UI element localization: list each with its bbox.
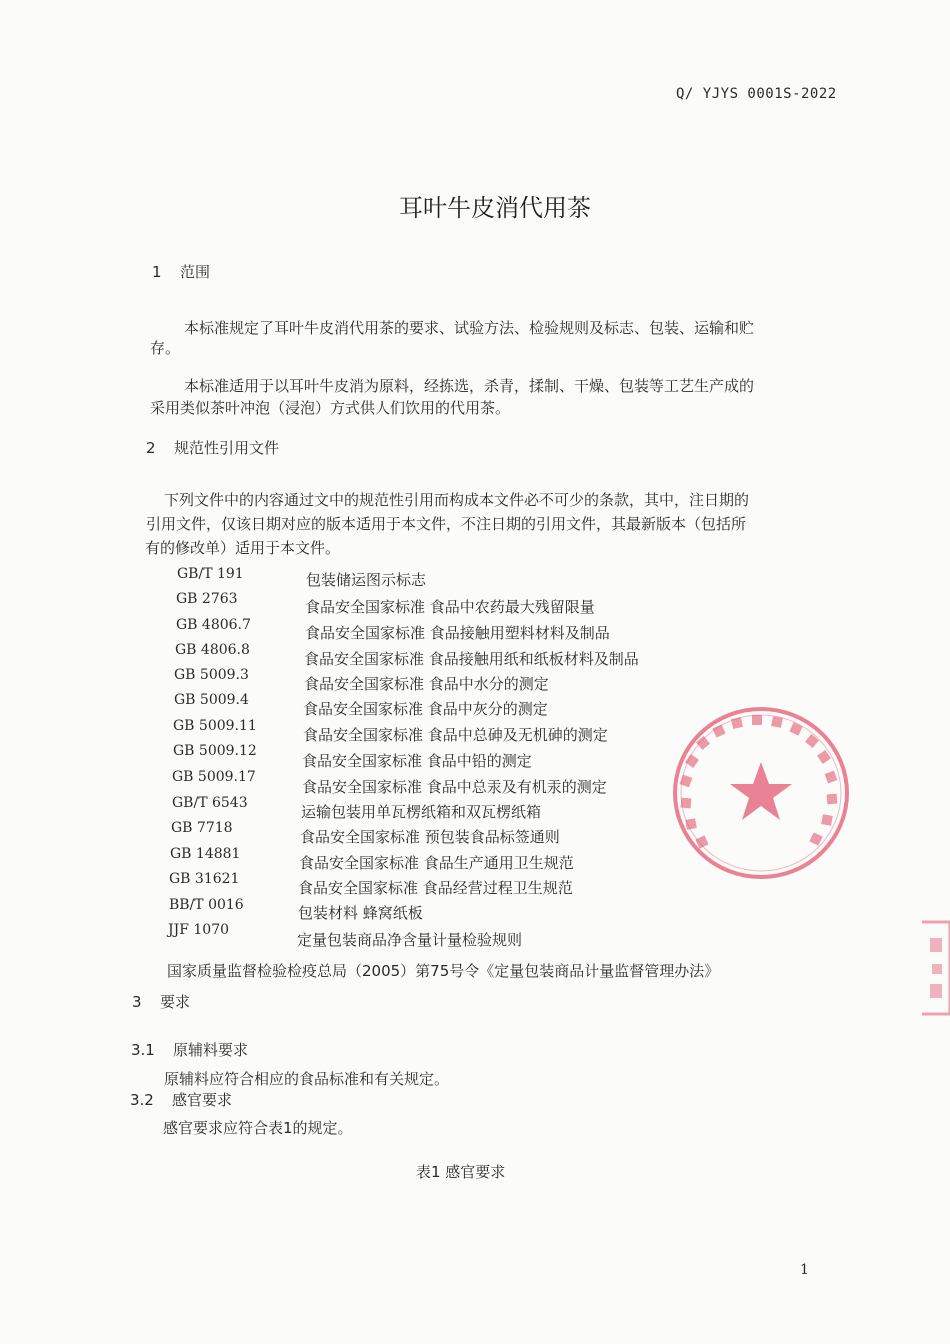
decree-reference: 国家质量监督检验检疫总局（2005）第75号令《定量包装商品计量监督管理办法》 <box>167 962 720 980</box>
company-seal-stamp <box>668 702 854 884</box>
section-1-heading <box>152 261 210 282</box>
section-2-heading <box>146 437 279 458</box>
section-number: 3 <box>132 993 142 1011</box>
subsection-3-1-text: 原辅料应符合相应的食品标准和有关规定。 <box>164 1070 450 1088</box>
reference-title: 包装储运图示标志 <box>306 571 427 589</box>
reference-code: GB 31621 <box>169 871 240 887</box>
section-1-para-1-line-2: 存。 <box>150 339 181 357</box>
section-2-intro-line-3: 有的修改单）适用于本文件。 <box>145 539 341 557</box>
section-title: 要求 <box>160 993 191 1011</box>
reference-code: GB 5009.4 <box>174 692 249 708</box>
section-number: 1 <box>152 263 162 281</box>
reference-code: GB 7718 <box>171 820 233 836</box>
reference-title: 食品安全国家标准 食品接触用纸和纸板材料及制品 <box>304 650 639 668</box>
subsection-title: 感官要求 <box>172 1091 233 1109</box>
reference-code: GB 5009.17 <box>172 769 256 785</box>
document-title: 耳叶牛皮消代用茶 <box>399 194 591 222</box>
subsection-title: 原辅料要求 <box>173 1041 249 1059</box>
reference-title: 食品安全国家标准 预包装食品标签通则 <box>300 828 560 846</box>
reference-code: GB/T 191 <box>177 566 244 582</box>
subsection-number: 3.1 <box>131 1041 155 1059</box>
subsection-number: 3.2 <box>130 1091 154 1109</box>
reference-title: 食品安全国家标准 食品中灰分的测定 <box>303 700 548 718</box>
subsection-3-2-text: 感官要求应符合表1的规定。 <box>163 1119 353 1137</box>
subsection-3-2-heading <box>130 1089 232 1110</box>
reference-code: BB/T 0016 <box>169 897 244 913</box>
reference-code: GB 4806.8 <box>175 642 250 658</box>
reference-title: 定量包装商品净含量计量检验规则 <box>297 931 523 949</box>
reference-code: GB 2763 <box>176 591 238 607</box>
reference-code: JJF 1070 <box>168 922 230 938</box>
section-2-intro-line-1: 下列文件中的内容通过文中的规范性引用而构成本文件必不可少的条款，其中，注日期的 <box>164 491 750 509</box>
reference-title: 食品安全国家标准 食品中总砷及无机砷的测定 <box>303 726 608 744</box>
reference-code: GB 14881 <box>170 846 241 862</box>
reference-title: 包装材料 蜂窝纸板 <box>298 904 423 922</box>
subsection-3-1-heading <box>131 1039 248 1060</box>
reference-code: GB 5009.11 <box>173 718 257 734</box>
reference-title: 食品安全国家标准 食品中农药最大残留限量 <box>305 598 595 616</box>
edge-stamp-mark <box>914 918 950 1018</box>
table-caption: 表1 感官要求 <box>416 1163 506 1181</box>
reference-title: 食品安全国家标准 食品中铅的测定 <box>302 752 532 770</box>
reference-code: GB 5009.12 <box>173 743 257 759</box>
section-3-heading <box>132 991 190 1012</box>
page-number: 1 <box>800 1262 809 1278</box>
standard-code: Q/ YJYS 0001S-2022 <box>676 86 837 102</box>
section-1-para-2-line-1: 本标准适用于以耳叶牛皮消为原料，经拣选，杀青，揉制、干燥、包装等工艺生产成的 <box>184 377 755 395</box>
reference-title: 食品安全国家标准 食品中总汞及有机汞的测定 <box>302 778 607 796</box>
section-title: 规范性引用文件 <box>174 439 280 457</box>
reference-code: GB/T 6543 <box>172 795 248 811</box>
reference-title: 食品安全国家标准 食品经营过程卫生规范 <box>298 879 573 897</box>
reference-code: GB 5009.3 <box>174 667 249 683</box>
section-1-para-2-line-2: 采用类似茶叶冲泡（浸泡）方式供人们饮用的代用茶。 <box>150 399 511 417</box>
reference-title: 食品安全国家标准 食品中水分的测定 <box>304 675 549 693</box>
reference-title: 食品安全国家标准 食品接触用塑料材料及制品 <box>305 624 610 642</box>
section-number: 2 <box>146 439 156 457</box>
section-1-para-1-line-1: 本标准规定了耳叶牛皮消代用茶的要求、试验方法、检验规则及标志、包装、运输和贮 <box>184 319 755 337</box>
reference-title: 食品安全国家标准 食品生产通用卫生规范 <box>299 854 574 872</box>
section-title: 范围 <box>180 263 211 281</box>
section-2-intro-line-2: 引用文件，仅该日期对应的版本适用于本文件，不注日期的引用文件，其最新版本（包括所 <box>146 515 747 533</box>
reference-code: GB 4806.7 <box>176 617 251 633</box>
reference-title: 运输包装用单瓦楞纸箱和双瓦楞纸箱 <box>301 803 542 821</box>
